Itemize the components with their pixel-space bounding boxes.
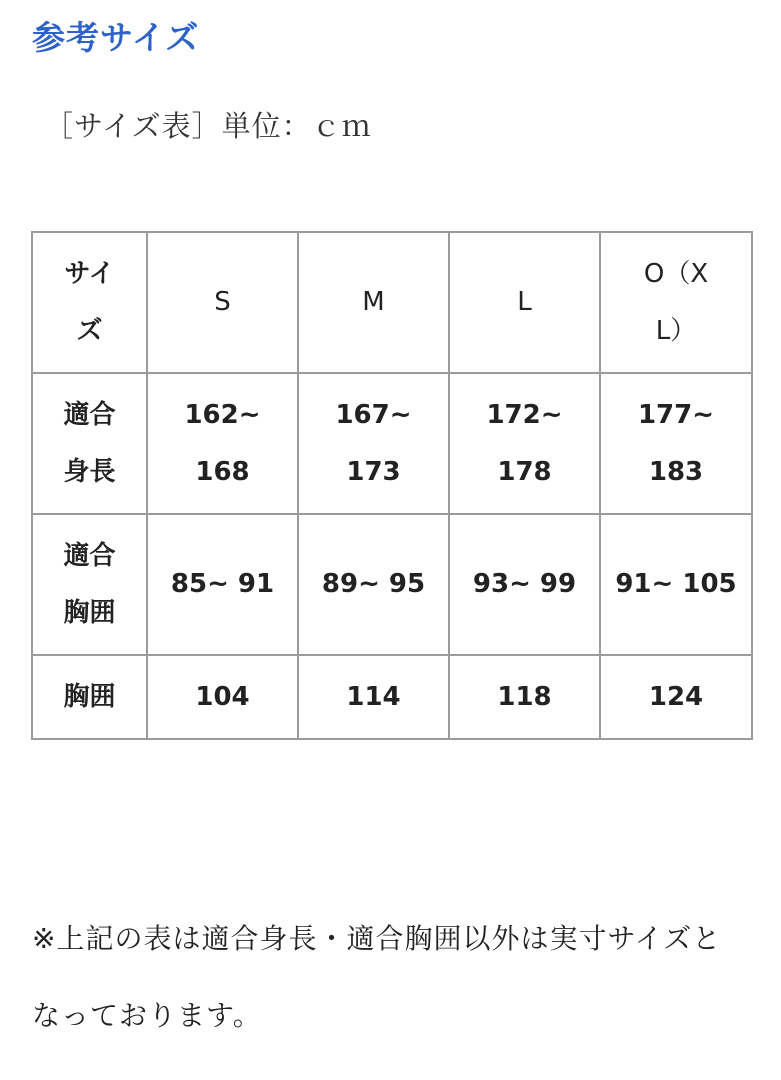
chest-m: 114: [298, 655, 449, 739]
fit-height-oxl: [600, 373, 752, 514]
fit-height-label-line2: 身長: [63, 456, 116, 487]
fit-height-s-line1: 162~: [184, 399, 261, 430]
fit-chest-label-line2: 胸囲: [63, 597, 116, 628]
fit-chest-s: 85~ 91: [147, 514, 298, 655]
fit-chest-l: 93~ 99: [449, 514, 600, 655]
table-row-fit-chest: [32, 514, 752, 655]
fit-height-s-line2: 168: [195, 456, 250, 487]
unit-note: ［サイズ表］単位：ｃｍ: [44, 109, 372, 143]
chest-s: 104: [147, 655, 298, 739]
size-label-cell: [32, 232, 147, 373]
chest-label: 胸囲: [32, 655, 147, 739]
fit-height-oxl-line2: 183: [648, 456, 704, 487]
table-row-fit-height: [32, 373, 752, 514]
fit-height-m: [298, 373, 449, 514]
fit-height-label-line1: 適合: [63, 399, 116, 430]
size-table: [31, 231, 753, 740]
chest-l: 118: [449, 655, 600, 739]
fit-chest-label-line1: 適合: [63, 540, 116, 571]
size-s: S: [147, 232, 298, 373]
size-oxl: [600, 232, 752, 373]
chest-oxl: 124: [600, 655, 752, 739]
fit-height-s: [147, 373, 298, 514]
fit-chest-oxl: 91~ 105: [600, 514, 752, 655]
fit-height-m-line1: 167~: [335, 399, 412, 430]
size-m: M: [298, 232, 449, 373]
fit-chest-label-cell: [32, 514, 147, 655]
fit-chest-m: 89~ 95: [298, 514, 449, 655]
footnote-line2: なっております。: [32, 999, 262, 1032]
fit-height-oxl-line1: 177~: [637, 399, 715, 430]
fit-height-l: [449, 373, 600, 514]
fit-height-l-line1: 172~: [486, 399, 563, 430]
footnote-line1: ※上記の表は適合身長・適合胸囲以外は実寸サイズと: [32, 922, 722, 955]
size-label-line1: サイ: [64, 258, 115, 289]
size-l: L: [449, 232, 600, 373]
fit-height-m-line2: 173: [346, 456, 401, 487]
page-title: 参考サイズ: [32, 18, 200, 57]
size-label-line2: ズ: [76, 315, 103, 346]
fit-height-l-line2: 178: [497, 456, 552, 487]
size-oxl-line2: L）: [655, 315, 697, 346]
size-oxl-line1: O（X: [643, 258, 709, 289]
fit-height-label-cell: [32, 373, 147, 514]
table-row-header: [32, 232, 752, 373]
footnote: [32, 900, 752, 1054]
table-row-chest: [32, 655, 752, 739]
